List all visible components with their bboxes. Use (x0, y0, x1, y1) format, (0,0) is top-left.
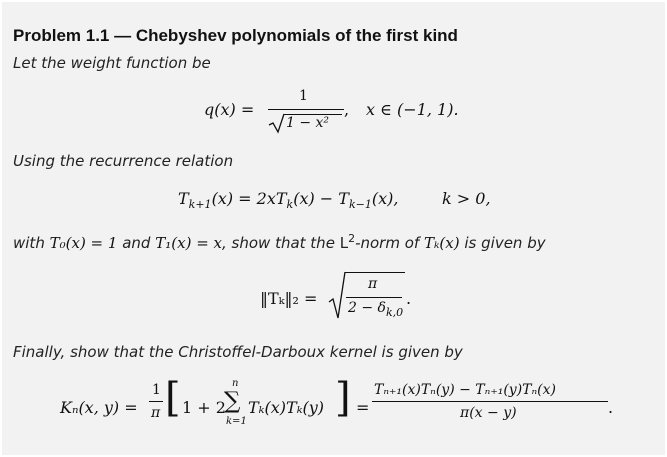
t1-expression: T₁(x) = x (155, 234, 222, 252)
sum-symbol: ∑ (224, 388, 241, 414)
weight-comma: , (344, 100, 350, 119)
norm-lhs: ‖Tₖ‖₂ = (260, 289, 318, 308)
norm-denominator (348, 300, 404, 319)
tk-expression: Tₖ(x) (423, 234, 460, 252)
summand: Tₖ(x)Tₖ(y) (248, 398, 325, 417)
word-with: with (13, 234, 45, 252)
kernel-equals: = (356, 398, 370, 417)
recurrence-mid: (x) − T (293, 189, 349, 208)
weight-intro-text: Let the weight function be (13, 54, 211, 72)
recurrence-rhs-sub2: k−1 (348, 198, 372, 212)
norm-period: . (406, 289, 412, 308)
l2-symbol: L (339, 234, 349, 252)
weight-denominator: 1 − x² (286, 115, 330, 131)
norm-of-text: -norm of (355, 234, 420, 252)
is-given-by-text: is given by (464, 234, 546, 252)
recurrence-end: (x), (371, 189, 399, 208)
prefactor-denominator: π (151, 405, 161, 421)
kernel-rhs-denominator: π(x − y) (460, 405, 517, 421)
weight-condition: x ∈ (−1, 1). (366, 100, 459, 119)
left-bracket: [ (165, 375, 181, 421)
kernel-rhs-numerator: Tₙ₊₁(x)Tₙ(y) − Tₙ₊₁(y)Tₙ(x) (374, 382, 556, 398)
kernel-fraction-bar (372, 401, 608, 402)
weight-lhs: q(x) = (204, 100, 255, 119)
sum-lower-limit: k=1 (226, 416, 247, 427)
problem-card (2, 2, 665, 455)
recurrence-rhs-sub1: k (286, 198, 294, 212)
show-that-text: , show that the (222, 234, 335, 252)
problem-title: Problem 1.1 — Chebyshev polynomials of the first kind (13, 26, 458, 45)
weight-fraction-bar (268, 109, 344, 110)
norm-numerator: π (368, 276, 378, 292)
norm-denominator-text: 2 − δ (348, 300, 386, 316)
kernel-lhs: Kₙ(x, y) = (60, 398, 138, 417)
recurrence-equation (178, 189, 399, 212)
recurrence-lhs: T (178, 189, 189, 208)
kernel-period: . (608, 398, 614, 417)
bracket-body: 1 + 2 (182, 398, 226, 417)
norm-sqrt-overline (345, 272, 405, 273)
norm-sentence (13, 234, 546, 252)
sqrt-radical-icon (328, 270, 346, 320)
norm-fraction-bar (346, 297, 402, 298)
right-bracket: ] (335, 375, 351, 421)
prefactor-numerator: 1 (152, 382, 161, 398)
l2-exponent: 2 (348, 232, 356, 245)
recurrence-lhs-sub: k+1 (188, 198, 212, 212)
kernel-intro-text: Finally, show that the Christoffel-Darboux kernel is given by (13, 343, 463, 361)
weight-numerator: 1 (299, 88, 308, 104)
sum-upper-limit: n (232, 378, 239, 389)
sqrt-radical-icon (268, 112, 286, 134)
recurrence-rhs: (x) = 2xT (211, 189, 287, 208)
norm-denominator-sub: k,0 (385, 305, 404, 319)
recurrence-condition: k > 0, (442, 189, 491, 208)
word-and: and (122, 234, 151, 252)
prefactor-fraction-bar (149, 401, 163, 402)
t0-expression: T₀(x) = 1 (49, 234, 118, 252)
recurrence-intro-text: Using the recurrence relation (13, 152, 234, 170)
